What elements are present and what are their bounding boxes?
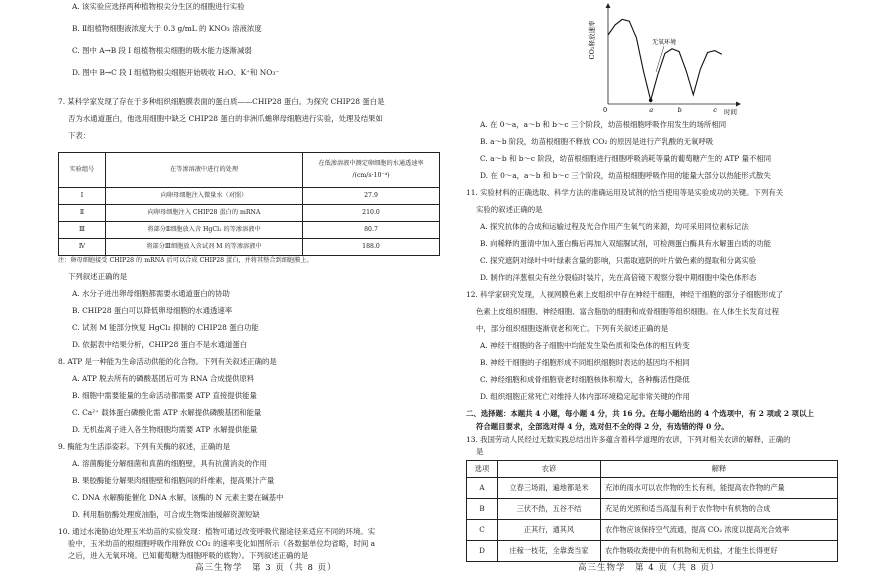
table-cell: Ⅲ [59, 222, 106, 239]
q10-option-a: A. 在 0～a，a～b 和 b～c 三个阶段，幼苗根细胞呼吸作用发生的场所相同 [480, 120, 727, 129]
q7-option-d: D. 依据表中结果分析，CHIP28 蛋白不是水通道蛋白 [72, 340, 248, 349]
table-cell: 80.7 [303, 222, 440, 239]
q9-option-a: A. 溶菌酶能分解细菌和真菌的细胞壁，具有抗菌消炎的作用 [72, 459, 267, 468]
q8-option-d: D. 无机盐离子进入各生物细胞均需要 ATP 水解提供能量 [72, 425, 258, 434]
table-row [59, 239, 440, 256]
q7-table-header-rate-line-1: 在低渗溶液中测定卵细胞的水通透速率 [318, 160, 424, 168]
q7-stem-line-2: 否为水通道蛋白，他选用细胞中缺乏 CHIP28 蛋白的非洲爪蟾卵母细胞进行实验，处理及结果如 [68, 114, 383, 123]
q7-ask: 下列叙述正确的是 [68, 272, 128, 281]
table-cell: 三伏不热，五谷不结 [498, 499, 601, 520]
q10-option-d: D. 在 0～a，a～b 和 b～c 三个阶段，幼苗根细胞呼吸作用的能量大部分以热能形式散失 [480, 171, 771, 180]
q6-option-c: C. 图中 A→B 段 Ⅰ 组植物根尖细胞的吸水能力逐渐减弱 [72, 46, 252, 55]
q11-option-b: B. 向稀释的蛋清中加入蛋白酶后再加入双缩脲试剂，可检测蛋白酶具有水解蛋白质的功能 [480, 239, 771, 248]
q6-option-d: D. 图中 B→C 段 Ⅰ 组植物根尖细胞开始吸收 H₂O、K⁺和 NO₃⁻ [72, 68, 280, 77]
q9-stem: 9. 酶能为生活添姿彩。下列有关酶的叙述，正确的是 [58, 442, 230, 451]
anaerobic-annotation: 无氧环境 [652, 39, 677, 46]
q13-table [466, 460, 838, 562]
page-3-footer: 高三生物学 第 3 页（共 8 页） [195, 563, 337, 573]
table-cell: 将部分Ⅱ细胞放入含 HgCl₂ 的等渗溶液中 [106, 222, 303, 239]
q12-option-c: C. 神经细胞和成骨细胞衰老时细胞核体积增大，各种酶活性降低 [480, 375, 690, 384]
table-cell: Ⅰ [59, 188, 106, 205]
section-2-instructions-line-1: 二、选择题：本题共 4 小题，每小题 4 分，共 16 分。在每小题给出的 4 个选项中，有 2 项或 2 项以上 [466, 409, 814, 418]
left-page [58, 0, 440, 578]
q13-stem-line-2: 是 [476, 447, 484, 456]
q13-stem-line-1: 13. 我国劳动人民经过无数实践总结出许多蕴含着科学道理的农谚，下列对相关农谚的解释，正确的 [466, 435, 791, 444]
q9-option-c: C. DNA 水解酶能催化 DNA 水解，该酶的 N 元素主要在碱基中 [72, 493, 284, 502]
table-cell: 农作物吸收粪便中的有机物和无机盐，才能生长得更好 [601, 541, 838, 562]
table-cell: 210.0 [303, 205, 440, 222]
table-cell: 向卵母细胞注入 CHIP28 蛋白的 mRNA [106, 205, 303, 222]
q12-stem-line-2: 色素上皮组织细胞、神经细胞、富含脂肪的细胞和成骨细胞等组织细胞。在人体生长发育过程 [476, 307, 780, 316]
x-tick-label: b [677, 106, 682, 114]
table-cell: 充沛的雨水可以农作物的生长有利，能提高农作物的产量 [601, 478, 838, 499]
q7-note: 注：卵母细胞接受 CHIP28 的 mRNA 后可以合成 CHIP28 蛋白，并将其整合到细胞膜上。 [58, 257, 313, 264]
table-cell: 向卵母细胞注入微量水（对照） [106, 188, 303, 205]
table-row [467, 541, 838, 562]
x-tick-label: c [713, 106, 717, 114]
q12-stem-line-3: 中，部分组织细胞逐渐衰老和死亡。下列有关叙述正确的是 [476, 324, 669, 333]
q11-option-a: A. 探究抗体的合成和运输过程及光合作用产生氧气的来源，均可采用同位素标记法 [480, 222, 749, 231]
q8-option-a: A. ATP 脱去所有的磷酸基团后可为 RNA 合成提供原料 [72, 374, 255, 383]
q13-table-header-proverb: 农谚 [498, 461, 601, 478]
q7-stem-line-1: 7. 某科学家发现了存在于多种组织细胞膜表面的蛋白质——CHIP28 蛋白。为探究 CHIP28 蛋白是 [58, 97, 385, 106]
table-cell: 充足的光照和适当高温有利于农作物中有机物的合成 [601, 499, 838, 520]
q7-table-header-treatment: 在等渗溶液中进行的处理 [106, 153, 303, 188]
table-row [59, 222, 440, 239]
q8-option-c: C. Ca²⁺ 载体蛋白磷酸化需 ATP 水解提供磷酸基团和能量 [72, 408, 262, 417]
page-4-footer: 高三生物学 第 4 页（共 8 页） [578, 563, 720, 573]
q8-stem: 8. ATP 是一种能为生命活动供能的化合物。下列有关叙述正确的是 [58, 357, 277, 366]
table-cell: 农作物应该保持空气流通，提高 CO₂ 浓度以提高光合效率 [601, 520, 838, 541]
q13-block [466, 0, 838, 578]
q7-table [58, 152, 440, 256]
table-cell: 27.9 [303, 188, 440, 205]
table-cell: 188.0 [303, 239, 440, 256]
q13-table-header-option: 选项 [467, 461, 498, 478]
x-tick-label: 0 [603, 106, 608, 114]
q7-option-a: A. 水分子进出卵母细胞都需要水通道蛋白的协助 [72, 289, 230, 298]
table-cell: 立春三场雨，遍地都是米 [498, 478, 601, 499]
q6-option-b: B. Ⅱ组植物细胞液浓度大于 0.3 g/mL 的 KNO₃ 溶液浓度 [72, 24, 262, 33]
q10-option-b: B. a～b 阶段，幼苗根细胞不释放 CO₂ 的原因是进行产乳酸的无氧呼吸 [480, 137, 714, 146]
table-row [467, 499, 838, 520]
q10-stem-line-2: 验中，玉米幼苗的根细胞呼吸作用释放 CO₂ 的速率变化如图所示（各数据单位均省略，时间 a [68, 539, 375, 548]
q7-table-header-rate-line-2: /(cm/s·10⁻⁴) [352, 171, 390, 179]
q10-stem-line-1: 10. 通过水淹胁迫处理玉米幼苗的实验发现：植物可通过改变呼吸代谢途径来适应不同的环境。实 [58, 527, 376, 536]
table-cell: 庄稼一枝花，全靠粪当家 [498, 541, 601, 562]
x-tick-label: a [649, 106, 654, 114]
q8-option-b: B. 细胞中需要能量的生命活动都需要 ATP 直接提供能量 [72, 391, 257, 400]
table-cell: 正其行，通其风 [498, 520, 601, 541]
q9-option-d: D. 利用脂肪酶处理废油脂，可合成生物柴油缓解资源短缺 [72, 510, 260, 519]
q7-option-c: C. 试剂 M 能部分恢复 HgCl₂ 抑制的 CHIP28 蛋白功能 [72, 323, 259, 332]
q12-option-a: A. 神经干细胞的各子细胞中均能发生染色质和染色体的相互转变 [480, 341, 690, 350]
table-cell: D [467, 541, 498, 562]
table-cell: Ⅱ [59, 205, 106, 222]
table-row [59, 188, 440, 205]
q12-option-b: B. 神经干细胞的子细胞形成不同组织细胞时表达的基因均不相同 [480, 358, 690, 367]
q11-stem-line-1: 11. 实验材料的正确选取、科学方法的准确运用及试剂的恰当使用等是实验成功的关键。下列有关 [466, 188, 784, 197]
table-cell: 将部分Ⅲ细胞放入含试剂 M 的等渗溶液中 [106, 239, 303, 256]
table-cell: C [467, 520, 498, 541]
q7-stem-line-3: 下表： [68, 131, 91, 140]
q6-option-a: A. 该实验应选择两种植物根尖分生区的细胞进行实验 [72, 2, 245, 11]
q9-option-b: B. 果胶酶能分解果肉细胞壁和细胞间的纤维素，提高果汁产量 [72, 476, 275, 485]
x-axis-label: 时间 [724, 108, 737, 116]
q10-option-c: C. a～b 和 b～c 阶段，幼苗根细胞进行细胞呼吸消耗等量的葡萄糖产生的 ATP 量不相同 [480, 154, 772, 163]
q13-table-header-explanation: 解释 [601, 461, 838, 478]
q12-option-d: D. 组织细胞正常死亡对维持人体内部环境稳定起非常关键的作用 [480, 392, 690, 401]
q11-option-d: D. 制作的洋葱根尖有丝分裂临时装片，先在高倍镜下观察分裂中期细胞中染色体形态 [480, 273, 757, 282]
table-cell: Ⅳ [59, 239, 106, 256]
table-row [467, 520, 838, 541]
table-row [59, 205, 440, 222]
table-row [467, 478, 838, 499]
table-cell: B [467, 499, 498, 520]
q7-option-b: B. CHIP28 蛋白可以降低卵母细胞的水通透速率 [72, 306, 233, 315]
q7-table-header-group: 实验组号 [59, 153, 106, 188]
table-cell: A [467, 478, 498, 499]
y-axis-label: CO₂释放速率 [588, 20, 596, 60]
q11-stem-line-2: 实验的叙述正确的是 [476, 205, 543, 214]
q7-table-header-rate [303, 153, 440, 188]
section-2-instructions-line-2: 符合题目要求，全部选对得 4 分，选对但不全的得 2 分，有选错的得 0 分。 [476, 422, 729, 431]
q10-stem-line-3: 之后，进入无氧环境。已知葡萄糖为细胞呼吸的底物）。下列叙述正确的是 [68, 551, 309, 560]
q11-option-c: C. 探究遮阴对绿叶中叶绿素含量的影响，只需取遮阴的叶片做色素的提取和分离实验 [480, 256, 757, 265]
q12-stem-line-1: 12. 科学家研究发现，人视网膜色素上皮组织中存在神经干细胞，神经干细胞的部分子细胞形成了 [466, 290, 784, 299]
